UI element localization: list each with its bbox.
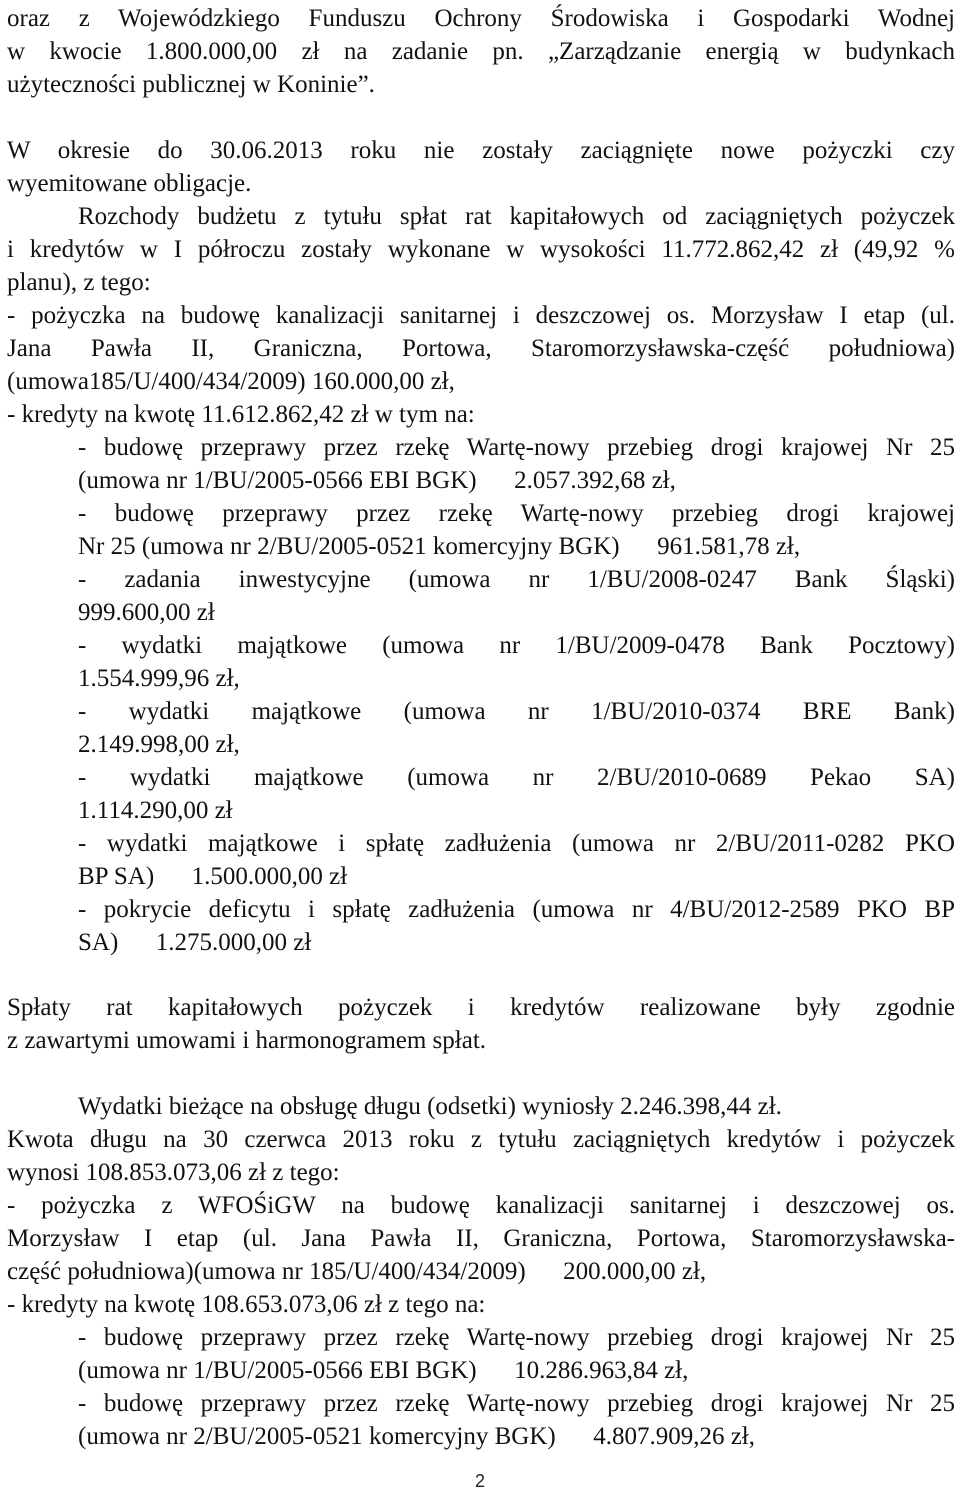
text-line: - kredyty na kwotę 11.612.862,42 zł w tym na: [7,401,475,428]
paragraph-first-line: Wydatki bieżące na obsługę długu (odsetki) wyniosły 2.246.398,44 zł. [78,1093,782,1120]
text-line: część południowa)(umowa nr 185/U/400/434/2009) 200.000,00 zł, [7,1258,707,1285]
list-item-line: - budowę przeprawy przez rzekę Wartę-nowy przebieg drogi krajowej Nr 25 [78,1390,955,1417]
list-item-line: - wydatki majątkowe (umowa nr 1/BU/2009-0478 Bank Pocztowy) [78,632,955,659]
text-line: Spłaty rat kapitałowych pożyczek i kredytów realizowane były zgodnie [7,994,955,1021]
list-item-line: - zadania inwestycyjne (umowa nr 1/BU/2008-0247 Bank Śląski) [78,566,955,593]
list-item-line: 2.149.998,00 zł, [78,731,240,758]
text-line: wyemitowane obligacje. [7,170,252,197]
list-item-line: 1.554.999,96 zł, [78,665,240,692]
text-line: planu), z tego: [7,269,151,296]
list-item-line: - wydatki majątkowe i spłatę zadłużenia (umowa nr 2/BU/2011-0282 PKO [78,830,955,857]
list-item-line: (umowa nr 2/BU/2005-0521 komercyjny BGK) 4.807.909,26 zł, [78,1423,756,1450]
list-item-line: - wydatki majątkowe (umowa nr 1/BU/2010-0374 BRE Bank) [78,698,955,725]
list-item-line: BP SA) 1.500.000,00 zł [78,863,348,890]
text-line: wynosi 108.853.073,06 zł z tego: [7,1159,340,1186]
page-number: 2 [474,1471,485,1491]
list-item-line: (umowa nr 1/BU/2005-0566 EBI BGK) 10.286.963,84 zł, [78,1357,689,1384]
text-line: użyteczności publicznej w Koninie”. [7,71,375,98]
list-item-line: SA) 1.275.000,00 zł [78,929,312,956]
text-line: z zawartymi umowami i harmonogramem spłat. [7,1027,487,1054]
text-line: (umowa185/U/400/434/2009) 160.000,00 zł, [7,368,455,395]
text-line: - pożyczka z WFOŚiGW na budowę kanalizacji sanitarnej i deszczowej os. [7,1192,955,1219]
text-line: - kredyty na kwotę 108.653.073,06 zł z tego na: [7,1291,486,1318]
paragraph-first-line: Rozchody budżetu z tytułu spłat rat kapitałowych od zaciągniętych pożyczek [78,203,955,230]
text-line: W okresie do 30.06.2013 roku nie zostały zaciągnięte nowe pożyczki czy [7,137,955,164]
text-line: i kredytów w I półroczu zostały wykonane w wysokości 11.772.862,42 zł (49,92 % [7,236,955,263]
list-item-line: - wydatki majątkowe (umowa nr 2/BU/2010-0689 Pekao SA) [78,764,955,791]
text-line: Kwota długu na 30 czerwca 2013 roku z tytułu zaciągniętych kredytów i pożyczek [7,1126,955,1153]
list-item-line: 999.600,00 zł [78,599,215,626]
list-item-line: - budowę przeprawy przez rzekę Wartę-nowy przebieg drogi krajowej Nr 25 [78,1324,955,1351]
list-item-line: 1.114.290,00 zł [78,797,233,824]
list-item-line: - budowę przeprawy przez rzekę Wartę-nowy przebieg drogi krajowej Nr 25 [78,434,955,461]
text-line: - pożyczka na budowę kanalizacji sanitarnej i deszczowej os. Morzysław I etap (ul. [7,302,955,329]
text-line: Jana Pawła II, Graniczna, Portowa, Staromorzysławska-część południowa) [7,335,955,362]
text-line: w kwocie 1.800.000,00 zł na zadanie pn. „Zarządzanie energią w budynkach [7,38,955,65]
list-item-line: Nr 25 (umowa nr 2/BU/2005-0521 komercyjny BGK) 961.581,78 zł, [78,533,801,560]
list-item-line: - pokrycie deficytu i spłatę zadłużenia (umowa nr 4/BU/2012-2589 PKO BP [78,896,955,923]
text-line: Morzysław I etap (ul. Jana Pawła II, Graniczna, Portowa, Staromorzysławska- [7,1225,955,1252]
text-line: oraz z Wojewódzkiego Funduszu Ochrony Środowiska i Gospodarki Wodnej [7,5,955,32]
list-item-line: - budowę przeprawy przez rzekę Wartę-nowy przebieg drogi krajowej [78,500,955,527]
list-item-line: (umowa nr 1/BU/2005-0566 EBI BGK) 2.057.392,68 zł, [78,467,676,494]
